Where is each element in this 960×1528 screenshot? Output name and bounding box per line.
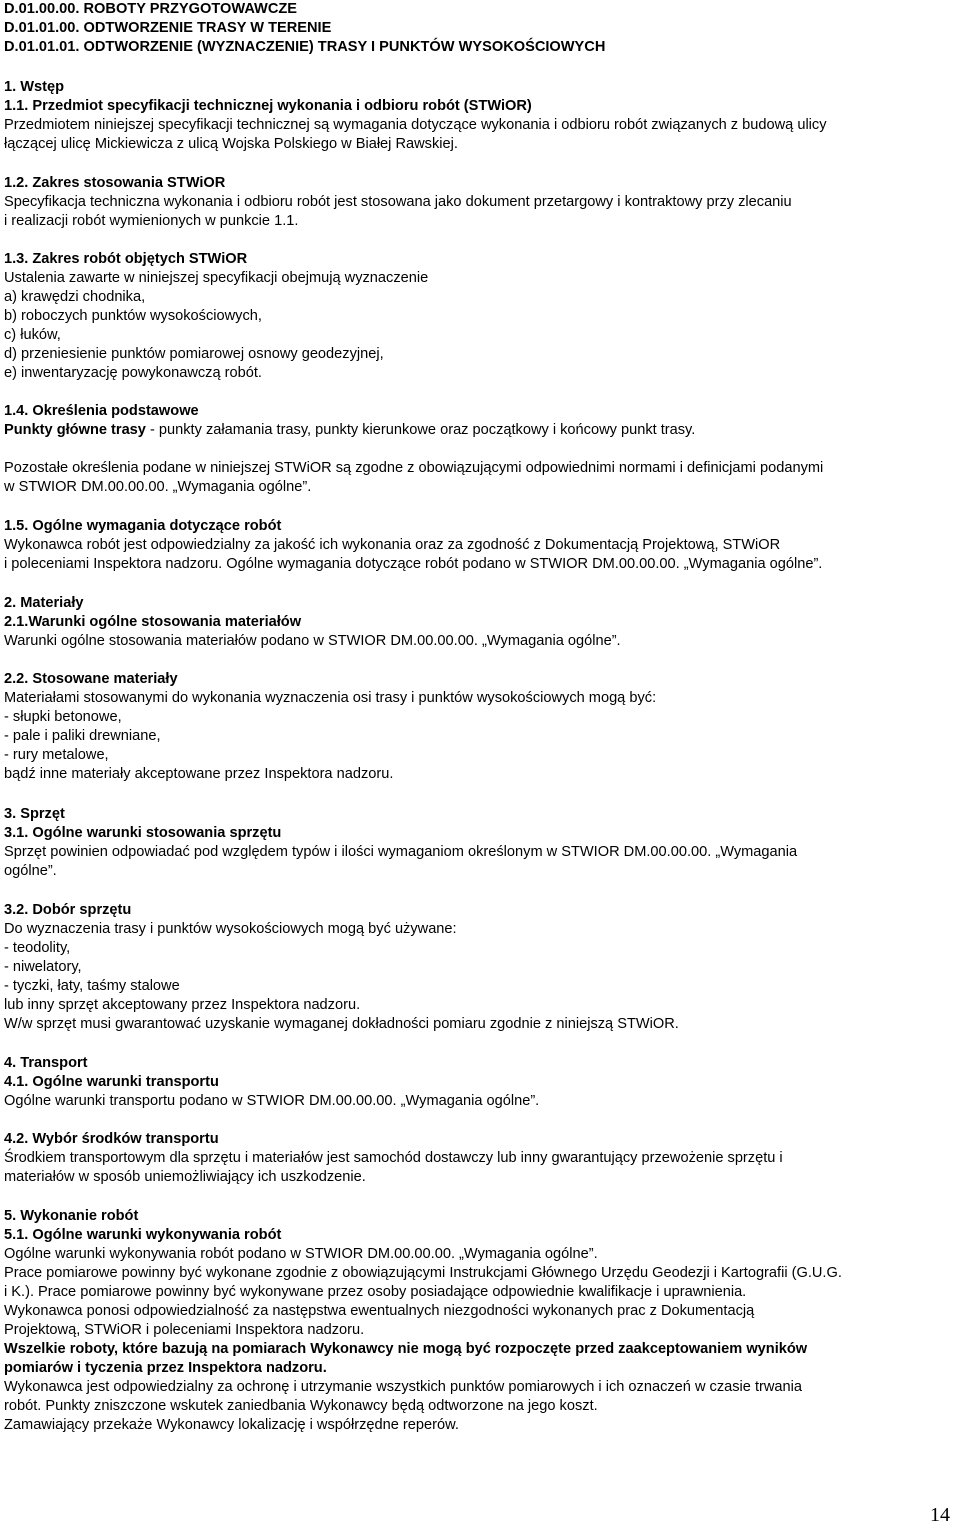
section-4-2-title: 4.2. Wybór środków transportu xyxy=(4,1131,219,1147)
paragraph-line: ogólne”. xyxy=(4,863,57,879)
definition-text: - punkty załamania trasy, punkty kierunkowe oraz początkowy i końcowy punkt trasy. xyxy=(145,422,696,438)
paragraph-line: Zamawiający przekaże Wykonawcy lokalizację i współrzędne reperów. xyxy=(4,1417,459,1433)
bold-notice-line: Wszelkie roboty, które bazują na pomiarach Wykonawcy nie mogą być rozpoczęte przed zaakceptowaniem wyników xyxy=(4,1341,808,1357)
paragraph-line: i poleceniami Inspektora nadzoru. Ogólne wymagania dotyczące robót podano w STWIOR DM.00.00.00. „Wymagania ogólne”. xyxy=(4,556,823,572)
section-1-3-title: 1.3. Zakres robót objętych STWiOR xyxy=(4,251,248,267)
paragraph-line: W/w sprzęt musi gwarantować uzyskanie wymaganej dokładności pomiaru zgodnie z niniejszą STWiOR. xyxy=(4,1016,679,1032)
list-item: - teodolity, xyxy=(4,940,71,956)
list-item: b) roboczych punktów wysokościowych, xyxy=(4,308,262,324)
section-1-2-title: 1.2. Zakres stosowania STWiOR xyxy=(4,175,226,191)
section-4-title: 4. Transport xyxy=(4,1055,88,1071)
list-item: c) łuków, xyxy=(4,327,61,343)
paragraph-line: Specyfikacja techniczna wykonania i odbioru robót jest stosowana jako dokument przetargowy i kontraktowy przy zlecaniu xyxy=(4,194,792,210)
header-line-3: D.01.01.01. ODTWORZENIE (WYZNACZENIE) TRASY I PUNKTÓW WYSOKOŚCIOWYCH xyxy=(4,39,606,55)
list-item: d) przeniesienie punktów pomiarowej osnowy geodezyjnej, xyxy=(4,346,384,362)
paragraph-line: Projektową, STWiOR i poleceniami Inspektora nadzoru. xyxy=(4,1322,365,1338)
section-3-1-title: 3.1. Ogólne warunki stosowania sprzętu xyxy=(4,825,282,841)
paragraph-line: Wykonawca jest odpowiedzialny za ochronę i utrzymanie wszystkich punktów pomiarowych i ich oznaczeń w czasie trwania xyxy=(4,1379,803,1395)
paragraph-line: i K.). Prace pomiarowe powinny być wykonywane przez osoby posiadające odpowiednie kwalifikacje i uprawnienia. xyxy=(4,1284,747,1300)
paragraph-line: łączącej ulicę Mickiewicza z ulicą Wojska Polskiego w Białej Rawskiej. xyxy=(4,136,458,152)
paragraph-line: Prace pomiarowe powinny być wykonane zgodnie z obowiązującymi Instrukcjami Głównego Urzędu Geodezji i Kartografii (G.U.G. xyxy=(4,1265,842,1281)
page-number: 14 xyxy=(930,1504,950,1526)
paragraph-line: Ogólne warunki wykonywania robót podano w STWIOR DM.00.00.00. „Wymagania ogólne”. xyxy=(4,1246,598,1262)
paragraph-line: Ogólne warunki transportu podano w STWIOR DM.00.00.00. „Wymagania ogólne”. xyxy=(4,1093,540,1109)
paragraph-line: Wykonawca ponosi odpowiedzialność za następstwa ewentualnych niezgodności wykonanych prac z Dokumentacją xyxy=(4,1303,755,1319)
paragraph-line: w STWIOR DM.00.00.00. „Wymagania ogólne”. xyxy=(4,479,312,495)
paragraph-line: Ustalenia zawarte w niniejszej specyfikacji obejmują wyznaczenie xyxy=(4,270,429,286)
paragraph-line: bądź inne materiały akceptowane przez Inspektora nadzoru. xyxy=(4,766,394,782)
header-line-1: D.01.00.00. ROBOTY PRZYGOTOWAWCZE xyxy=(4,1,298,17)
paragraph-line: Środkiem transportowym dla sprzętu i materiałów jest samochód dostawczy lub inny gwarantujący przewożenie sprzętu i xyxy=(4,1150,783,1166)
section-1-5-title: 1.5. Ogólne wymagania dotyczące robót xyxy=(4,518,282,534)
list-item: a) krawędzi chodnika, xyxy=(4,289,146,305)
section-2-2-title: 2.2. Stosowane materiały xyxy=(4,671,178,687)
paragraph-line: Pozostałe określenia podane w niniejszej STWiOR są zgodne z obowiązującymi odpowiednimi normami i definicjami podanymi xyxy=(4,460,824,476)
section-5-title: 5. Wykonanie robót xyxy=(4,1208,139,1224)
list-item: - słupki betonowe, xyxy=(4,709,122,725)
section-5-1-title: 5.1. Ogólne warunki wykonywania robót xyxy=(4,1227,282,1243)
section-1-1-title: 1.1. Przedmiot specyfikacji technicznej wykonania i odbioru robót (STWiOR) xyxy=(4,98,532,114)
list-item: - pale i paliki drewniane, xyxy=(4,728,161,744)
bold-notice-line: pomiarów i tyczenia przez Inspektora nadzoru. xyxy=(4,1360,327,1376)
list-item: - niwelatory, xyxy=(4,959,82,975)
paragraph-line: Przedmiotem niniejszej specyfikacji technicznej są wymagania dotyczące wykonania i odbioru robót związanych z budową ulicy xyxy=(4,117,827,133)
paragraph-line: Sprzęt powinien odpowiadać pod względem typów i ilości wymaganiom określonym w STWIOR DM.00.00.00. „Wymagania xyxy=(4,844,798,860)
paragraph-line: Materiałami stosowanymi do wykonania wyznaczenia osi trasy i punktów wysokościowych mogą być: xyxy=(4,690,657,706)
header-line-2: D.01.01.00. ODTWORZENIE TRASY W TERENIE xyxy=(4,20,332,36)
section-1-title: 1. Wstęp xyxy=(4,79,65,95)
definition-term: Punkty główne trasy xyxy=(4,422,146,438)
paragraph-line: robót. Punkty zniszczone wskutek zaniedbania Wykonawcy będą odtworzone na jego koszt. xyxy=(4,1398,598,1414)
list-item: e) inwentaryzację powykonawczą robót. xyxy=(4,365,262,381)
paragraph-line: Wykonawca robót jest odpowiedzialny za jakość ich wykonania oraz za zgodność z Dokumentacją Projektową, STWiOR xyxy=(4,537,781,553)
paragraph-line: i realizacji robót wymienionych w punkcie 1.1. xyxy=(4,213,299,229)
list-item: - rury metalowe, xyxy=(4,747,109,763)
section-2-1-title: 2.1.Warunki ogólne stosowania materiałów xyxy=(4,614,302,630)
section-3-2-title: 3.2. Dobór sprzętu xyxy=(4,902,132,918)
list-item: - tyczki, łaty, taśmy stalowe xyxy=(4,978,180,994)
paragraph-line: Warunki ogólne stosowania materiałów podano w STWIOR DM.00.00.00. „Wymagania ogólne”. xyxy=(4,633,621,649)
section-3-title: 3. Sprzęt xyxy=(4,806,65,822)
paragraph-line: Do wyznaczenia trasy i punktów wysokościowych mogą być używane: xyxy=(4,921,457,937)
definition-line xyxy=(4,421,695,440)
paragraph-line: materiałów w sposób uniemożliwiający ich uszkodzenie. xyxy=(4,1169,366,1185)
section-2-title: 2. Materiały xyxy=(4,595,84,611)
section-4-1-title: 4.1. Ogólne warunki transportu xyxy=(4,1074,219,1090)
section-1-4-title: 1.4. Określenia podstawowe xyxy=(4,403,199,419)
paragraph-line: lub inny sprzęt akceptowany przez Inspektora nadzoru. xyxy=(4,997,361,1013)
